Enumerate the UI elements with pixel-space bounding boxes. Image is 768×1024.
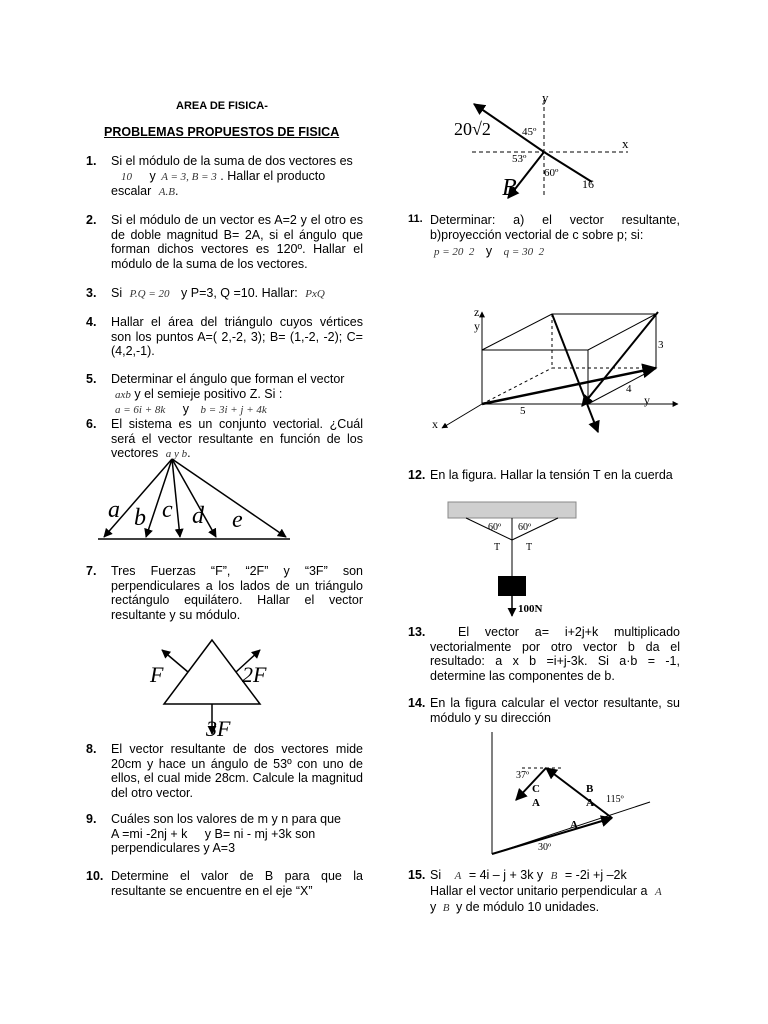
problem-15-b-def: = -2i +j –2k [564, 868, 627, 882]
problem-13-text: El vector a= i+2j+k multiplicado vectorialmente por otro vector b da el resultado: a x b =i+j-3k. Si a·b = -1, determine las componentes de b. [430, 625, 680, 683]
problem-15-line1 [430, 868, 627, 882]
problem-9-line2: A =mi -2nj + k y B= ni - mj +3k son [111, 827, 316, 841]
page-title: PROBLEMAS PROPUESTOS DE FISICA [104, 125, 340, 139]
problem-6-number: 6. [86, 417, 97, 431]
problem-13-number: 13. [408, 625, 426, 639]
problem-3-si: Si [111, 286, 123, 300]
problem-6-end: . [187, 446, 191, 461]
problem-12-text: En la figura. Hallar la tensión T en la cuerda [430, 468, 673, 482]
problem-2-text: Si el módulo de un vector es A=2 y el otro es de doble magnitud B= 2A, si el ángulo que forman dichos vectores es 120º. Hallar el módulo de la suma de los vectores. [111, 213, 363, 271]
hanging-weight-diagram [446, 500, 586, 620]
problem-1-math-dot: A.B [158, 186, 175, 198]
problem-15-y: y [430, 900, 437, 914]
hang-tension-left: T [494, 542, 501, 553]
problem-15-number: 15. [408, 868, 426, 882]
axis-y-label: y [542, 90, 549, 105]
problem-3-line [111, 286, 325, 300]
incline-label-a-b: A [586, 797, 594, 809]
problem-3-text: y P=3, Q =10. Hallar: [181, 286, 298, 300]
problem-10-number: 10. [86, 869, 104, 883]
problem-5-math-axb: axb [115, 389, 131, 401]
box-4-label: 4 [626, 383, 632, 395]
problem-11-number: 11. [408, 213, 423, 225]
force-label-f: F [150, 662, 164, 687]
force-label-2f: 2F [242, 662, 267, 687]
incline-angle-30: 30º [538, 842, 552, 853]
fan-vectors-diagram [96, 455, 296, 545]
problem-5-number: 5. [86, 372, 97, 386]
problem-15-line3 [430, 900, 599, 914]
problem-1-line2 [111, 169, 371, 183]
problem-7-number: 7. [86, 564, 97, 578]
problem-1-line3 [111, 184, 178, 198]
problem-1-y: y [149, 169, 156, 183]
problem-11-math-q: q = 30 2 [503, 246, 545, 258]
problem-1-number: 1. [86, 154, 97, 168]
area-heading: AREA DE FISICA- [176, 100, 268, 112]
problem-15-math-b2: B [442, 902, 450, 914]
hang-weight-label: 100N [518, 603, 543, 615]
axis-x-label: x [622, 136, 629, 151]
fan-label-c: c [162, 497, 173, 523]
problem-15-a-def: = 4i – j + 3k y [468, 868, 544, 882]
fan-label-a: a [108, 497, 120, 523]
problem-1-line1: Si el módulo de la suma de dos vectores es [111, 154, 353, 168]
problem-9-number: 9. [86, 812, 97, 826]
problem-5-math-a: a = 6i + 8k [115, 404, 166, 416]
problem-15-math-b: B [550, 870, 558, 882]
hang-tension-right: T [526, 542, 533, 553]
box-y-label-top: y [474, 319, 480, 333]
fan-label-d: d [192, 503, 204, 529]
problem-15-si: Si [430, 868, 442, 882]
problem-6-math-ab: a y b [165, 448, 188, 461]
hang-angle-right: 60º [518, 522, 532, 533]
box-3-label: 3 [658, 339, 664, 351]
vector-b-label: B [502, 175, 517, 201]
problem-4-number: 4. [86, 315, 97, 329]
problem-5-text2: y el semieje positivo Z. Si : [134, 387, 283, 401]
problem-4-text: Hallar el área del triángulo cuyos vértices son los puntos A=( 2,-2, 3); B= (1,-2, -2); C= (4,2,-1). [111, 315, 363, 359]
incline-label-b: B [586, 783, 594, 795]
incline-label-a: A [570, 819, 578, 831]
fan-label-b: b [134, 505, 146, 531]
incline-angle-37: 37º [516, 770, 530, 781]
problem-15-hallar: Hallar el vector unitario perpendicular a [430, 884, 648, 898]
problem-5-y: y [182, 402, 190, 416]
problem-15-math-a2: A [654, 886, 662, 898]
problem-15-line2 [430, 884, 662, 898]
angle-60-label: 60º [544, 167, 559, 179]
incline-label-c: C [532, 783, 540, 795]
problem-7-text: Tres Fuerzas “F”, “2F” y “3F” son perpendiculares a los lados de un triángulo rectángulo equilátero. Hallar el vector resultante y su módulo. [111, 564, 363, 622]
problem-6-body: El sistema es un conjunto vectorial. ¿Cuál será el vector resultante en función de los vectores [111, 417, 363, 461]
problem-15-math-a: A [454, 870, 462, 882]
box-5-label: 5 [520, 405, 526, 417]
value-16-label: 16 [582, 177, 594, 191]
problem-2-number: 2. [86, 213, 97, 227]
problem-8-text: El vector resultante de dos vectores mide 20cm y hace un ángulo de 53º con uno de ellos, el cual mide 28cm. Calcule la magnitud del otro vector. [111, 742, 363, 800]
problem-14-text: En la figura calcular el vector resultante, su módulo y su dirección [430, 696, 680, 725]
angle-45-label: 45º [522, 126, 537, 138]
problem-12-number: 12. [408, 468, 426, 482]
problem-1-line2-tail: . Hallar el producto [220, 169, 326, 183]
box-y-label-right: y [644, 393, 650, 407]
problem-5-line1: Determinar el ángulo que forman el vector [111, 372, 345, 386]
box-3d-diagram [428, 300, 698, 440]
magnitude-label: 20√2 [454, 119, 491, 139]
triangle-forces-diagram [146, 636, 286, 740]
problem-11-math-line [434, 244, 544, 258]
problem-1-end: . [174, 184, 179, 198]
problem-9-line1: Cuáles son los valores de m y n para que [111, 812, 341, 826]
angle-53-label: 53º [512, 153, 527, 165]
problem-1-math-ab: A = 3, B = 3 [161, 171, 217, 183]
box-x-label: x [432, 417, 438, 431]
problem-5-line3 [111, 402, 267, 416]
problem-3-math-pxq: PxQ [305, 288, 325, 300]
problem-3-number: 3. [86, 286, 97, 300]
problem-9-line3: perpendiculares y A=3 [111, 841, 236, 855]
problem-11-text: Determinar: a) el vector resultante, b)proyección vectorial de c sobre p; si: [430, 213, 680, 242]
problem-1-escalar: escalar [111, 184, 152, 198]
box-z-label: z [474, 305, 480, 319]
incline-vectors-diagram [482, 730, 662, 860]
problem-8-number: 8. [86, 742, 97, 756]
hang-angle-left: 60º [488, 522, 502, 533]
incline-label-a-c: A [532, 797, 540, 809]
problem-1-math-10: 10 [121, 171, 132, 183]
incline-angle-115: 115º [606, 794, 624, 805]
problem-11-math-p: p = 20 2 [434, 246, 475, 258]
problem-11-y: y [485, 244, 493, 258]
problem-5-math-b: b = 3i + j + 4k [200, 404, 267, 416]
axes-vectors-diagram [452, 90, 652, 205]
fan-label-e: e [232, 507, 243, 533]
problem-10-text: Determine el valor de B para que la resultante se encuentre en el eje “X” [111, 869, 363, 898]
force-label-3f: 3F [206, 716, 231, 741]
problem-14-number: 14. [408, 696, 426, 710]
problem-5-line2 [111, 387, 282, 401]
problem-15-modulo: y de módulo 10 unidades. [455, 900, 600, 914]
problem-3-math-pq: P.Q = 20 [129, 288, 170, 300]
